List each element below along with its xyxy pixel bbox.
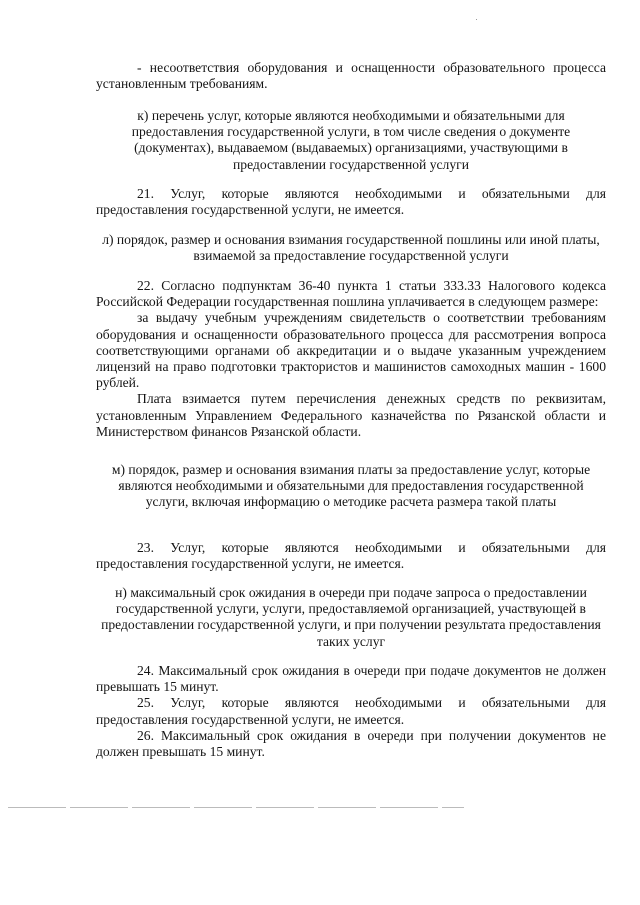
paragraph-24: 24. Максимальный срок ожидания в очереди при подаче документов не должен превышать 15 минут. [96,663,606,695]
heading-l: л) порядок, размер и основания взимания государственной пошлины или иной платы, взимаемой за предоставление государственной услуги [102,232,600,264]
paragraph-22-fee: за выдачу учебным учреждениям свидетельств о соответствии требованиям оборудования и оснащенности образовательного процесса для рассмотрения вопроса соответствующими органами об аккредитации и о выдаче указанным учреждением лицензий на право подготовки трактористов и машинистов самоходных машин - 1600 рублей. [96,310,606,391]
paragraph-26: 26. Максимальный срок ожидания в очереди при получении документов не должен превышать 15 минут. [96,727,606,760]
bullet-paragraph: - несоответствия оборудования и оснащенности образовательного процесса установленным требованиям. [96,60,606,92]
paragraph-22: 22. Согласно подпунктам 36-40 пункта 1 статьи 333.33 Налогового кодекса Российской Федерации государственная пошлина уплачивается в следующем размере: [96,278,606,310]
heading-k: к) перечень услуг, которые являются необходимыми и обязательными для предоставления государственной услуги, в том числе сведения о документе (документах), выдаваемом (выдаваемых) организациями, участвующими в предоставлении государственной услуги [131,108,571,172]
paragraph-22-payment: Плата взимается путем перечисления денежных средств по реквизитам, установленным Управлением Федерального казначейства по Рязанской области и Министерством финансов Рязанской области. [96,391,606,439]
section-22 [96,278,606,440]
section-24-26 [96,663,606,760]
footer-divider [8,807,464,808]
scan-speck [476,19,477,20]
paragraph-25: 25. Услуг, которые являются необходимыми и обязательными для предоставления государственной услуги, не имеется. [96,695,606,727]
heading-n: н) максимальный срок ожидания в очереди при подаче запроса о предоставлении государственной услуги, услуги, предоставляемой организацией, участвующей в предоставлении государственной услуги, и при получении результата предоставления таких услуг [101,585,601,649]
paragraph-23: 23. Услуг, которые являются необходимыми и обязательными для предоставления государственной услуги, не имеется. [96,540,606,572]
heading-m: м) порядок, размер и основания взимания платы за предоставление услуг, которые являются необходимыми и обязательными для предоставления государственной услуги, включая информацию о методике расчета размера такой платы [111,462,591,510]
paragraph-21: 21. Услуг, которые являются необходимыми и обязательными для предоставления государственной услуги, не имеется. [96,186,606,218]
